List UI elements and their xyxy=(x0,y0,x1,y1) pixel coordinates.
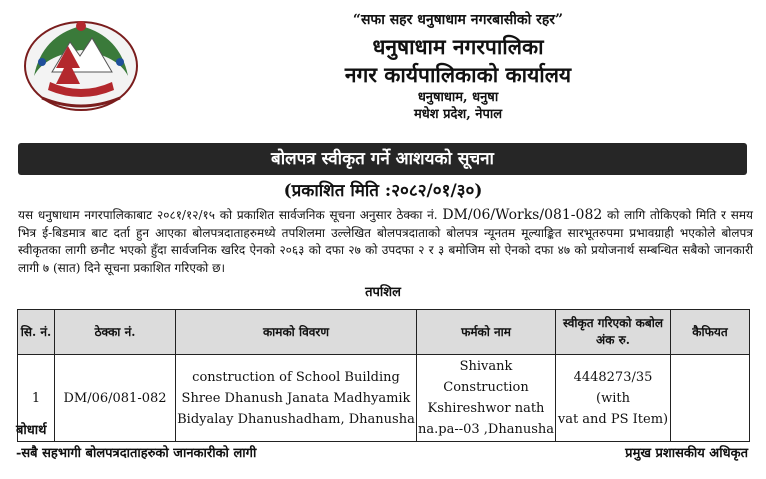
office-title: नगर कार्यपालिकाको कार्यालय xyxy=(344,62,572,87)
nepal-government-emblem-icon xyxy=(22,16,140,112)
letterhead xyxy=(150,10,726,123)
col-header-work-description: कामको विवरण xyxy=(176,310,417,355)
firm-line: Kshireshwor nath xyxy=(427,401,545,416)
col-header-remarks: कैफियत xyxy=(671,310,750,355)
notice-body-part-2: को लागि तोकिएको मिति र समय भित्र ई-बिडमात्र बाट दर्ता हुन आएका बोलपत्रदाताहरुमध्ये तपशिलमा उल्लेखित बोलपत्रदाताको बोलपत्र न्यूनतम मूल्याङ्कित सारभूतरुपमा प्रभावग्राही भएकोले बोलपत्र स्वीकृतका लागी छनौट भएको हुँदा सार्वजनिक खरिद ऐनको २०६३ को दफा २७ को उपदफा २ र ३ बमोजिम सो ऐनको दफा ४७ को प्रयोजनार्थ सम्बन्धित सबैको जानकारी लागी ७ (सात) दिने सूचना प्रकाशित गरिएको छ। xyxy=(18,208,753,275)
notice-body xyxy=(18,207,753,277)
notice-body-part-1: यस धनुषाधाम नगरपालिकाबाट २०८१/१२/१५ को प्रकाशित सार्वजनिक सूचना अनुसार ठेक्का नं. xyxy=(18,208,443,222)
cc-label: बोधार्थ xyxy=(16,423,47,438)
address-line-2: मधेश प्रदेश, नेपाल xyxy=(413,107,503,122)
signatory: प्रमुख प्रशासकीय अधिकृत xyxy=(625,446,748,461)
cell-approved-amount xyxy=(556,355,671,442)
cell-remarks xyxy=(671,355,750,442)
address-line-1: धनुषाधाम, धनुषा xyxy=(417,90,499,105)
col-header-sn: सि. नं. xyxy=(18,310,55,355)
award-table xyxy=(17,309,750,442)
cc-line: -सबै सहभागी बोलपत्रदाताहरुको जानकारीको लागी xyxy=(16,446,257,461)
work-line: Shree Dhanush Janata Madhyamik xyxy=(181,390,411,406)
cell-firm-name xyxy=(417,355,556,442)
cell-work-description xyxy=(176,355,417,442)
published-date: (प्रकाशित मिति :२०८२/०१/३०) xyxy=(283,181,483,201)
cell-contract-no: DM/06/081-082 xyxy=(55,355,176,442)
firm-line: na.pa--03 ,Dhanusha xyxy=(418,422,555,437)
schedule-heading: तपशिल xyxy=(365,285,401,300)
col-header-approved-amount: स्वीकृत गरिएको कबोल अंक रु. xyxy=(556,310,671,355)
col-header-firm-name: फर्मको नाम xyxy=(417,310,556,355)
table-header-row xyxy=(18,310,750,355)
slogan: “सफा सहर धनुषाधाम नगरबासीको रहर” xyxy=(352,12,564,28)
municipality-title: धनुषाधाम नगरपालिका xyxy=(372,34,544,59)
contract-reference: DM/06/Works/081-082 xyxy=(442,207,603,223)
amount-line: 4448273/35 (with xyxy=(573,369,653,406)
table-row xyxy=(18,355,750,442)
col-header-contract-no: ठेक्का नं. xyxy=(55,310,176,355)
firm-line: Shivank Construction xyxy=(443,359,529,395)
work-line: Bidyalay Dhanushadham, Dhanusha xyxy=(177,411,415,427)
work-line: construction of School Building xyxy=(192,369,400,385)
cell-sn: 1 xyxy=(18,355,55,442)
notice-title-banner: बोलपत्र स्वीकृत गर्ने आशयको सूचना xyxy=(18,143,747,175)
amount-line: vat and PS Item) xyxy=(557,411,669,427)
